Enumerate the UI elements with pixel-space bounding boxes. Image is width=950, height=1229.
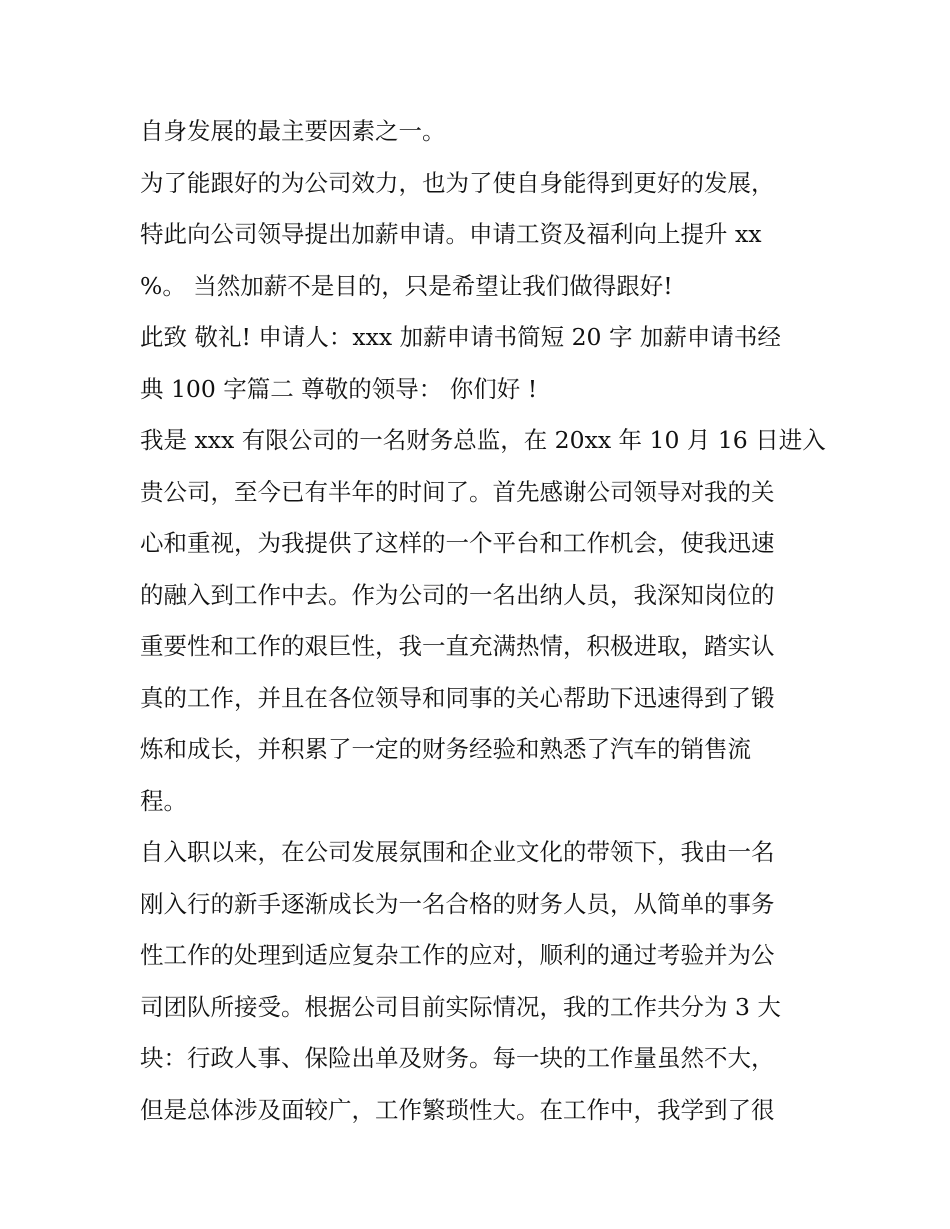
text-line: 此致 敬礼! 申请人：xxx 加薪申请书简短 20 字 加薪申请书经	[140, 323, 781, 351]
text-line: 为了能跟好的为公司效力，也为了使自身能得到更好的发展，	[140, 168, 775, 197]
text-line: 程。	[140, 786, 187, 815]
text-line: 块：行政人事、保险出单及财务。每一块的工作量虽然不大，	[140, 1044, 775, 1072]
text-line: 的融入到工作中去。作为公司的一名出纳人员，我深知岗位的	[140, 580, 775, 609]
text-line: 司团队所接受。根据公司目前实际情况，我的工作共分为 3 大	[140, 992, 781, 1021]
text-line: 但是总体涉及面较广，工作繁琐性大。在工作中，我学到了很	[140, 1095, 775, 1124]
text-line: 特此向公司领导提出加薪申请。申请工资及福利向上提升 xx	[140, 220, 762, 248]
text-line: 重要性和工作的艰巨性，我一直充满热情，积极进取，踏实认	[140, 632, 775, 660]
text-line: 真的工作，并且在各位领导和同事的关心帮助下迅速得到了锻	[140, 683, 775, 712]
text-line: 性工作的处理到适应复杂工作的应对，顺利的通过考验并为公	[140, 941, 775, 969]
document-body	[140, 106, 826, 1136]
text-line: 心和重视，为我提供了这样的一个平台和工作机会，使我迅速	[140, 529, 775, 557]
text-line: 自身发展的最主要因素之一。	[140, 117, 446, 145]
text-line: 炼和成长，并积累了一定的财务经验和熟悉了汽车的销售流	[140, 735, 751, 763]
text-line: %。 当然加薪不是目的，只是希望让我们做得跟好!	[140, 271, 673, 300]
text-line: 我是 xxx 有限公司的一名财务总监，在 20xx 年 10 月 16 日进入	[140, 426, 826, 454]
text-line: 典 100 字篇二 尊敬的领导： 你们好 !	[140, 374, 538, 403]
text-line: 刚入行的新手逐渐成长为一名合格的财务人员，从简单的事务	[140, 889, 775, 918]
text-line: 自入职以来，在公司发展氛围和企业文化的带领下，我由一名	[140, 838, 775, 866]
text-line: 贵公司，至今已有半年的时间了。首先感谢公司领导对我的关	[140, 477, 775, 506]
